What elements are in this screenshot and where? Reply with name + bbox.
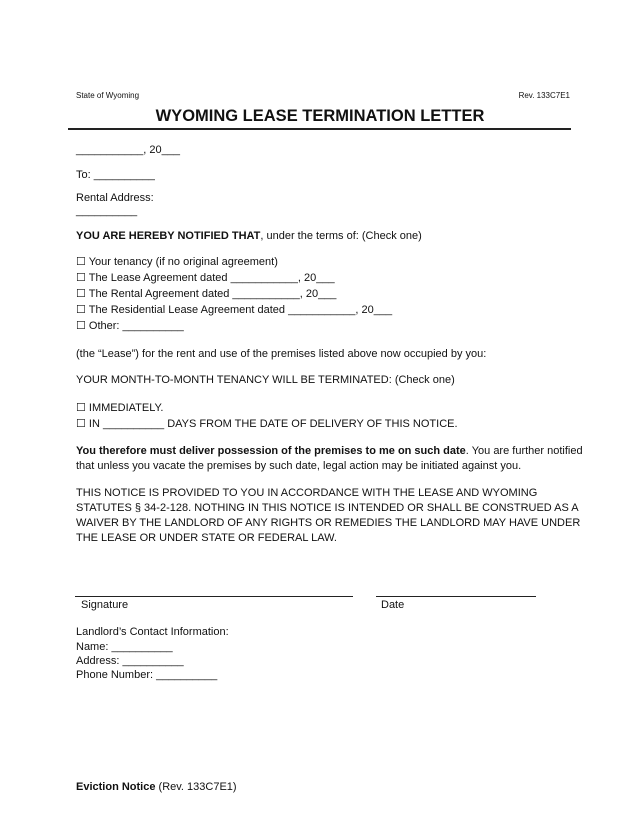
date-field[interactable]: ___________, 20___ <box>76 144 180 156</box>
rental-address-label: Rental Address: <box>76 192 154 204</box>
possession-bold: You therefore must deliver possession of the premises to me on such date <box>76 445 466 457</box>
notice-statement <box>76 229 422 243</box>
legal-line-4: THE LEASE OR UNDER STATE OR FEDERAL LAW. <box>76 532 337 544</box>
signature-label: Signature <box>81 599 129 611</box>
legal-line-2: STATUTES § 34-2-128. NOTHING IN THIS NOTICE IS INTENDED OR SHALL BE CONSTRUED AS A <box>76 502 579 514</box>
termination-heading: YOUR MONTH-TO-MONTH TENANCY WILL BE TERMINATED: (Check one) <box>76 374 455 386</box>
notice-rest: , under the terms of: (Check one) <box>260 230 422 242</box>
contact-phone-field[interactable]: Phone Number: __________ <box>76 669 218 681</box>
contact-name-field[interactable]: Name: __________ <box>76 641 173 653</box>
title-divider <box>68 128 571 130</box>
footer-rest: (Rev. 133C7E1) <box>155 781 237 793</box>
option-days[interactable]: ☐ IN __________ DAYS FROM THE DATE OF DELIVERY OF THIS NOTICE. <box>76 418 458 430</box>
option-other[interactable]: ☐ Other: __________ <box>76 320 184 332</box>
option-rental-agreement[interactable]: ☐ The Rental Agreement dated ___________, 20___ <box>76 288 337 300</box>
legal-line-3: WAIVER BY THE LANDLORD OF ANY RIGHTS OR REMEDIES THE LANDLORD MAY HAVE UNDER <box>76 517 581 529</box>
legal-line-1: THIS NOTICE IS PROVIDED TO YOU IN ACCORDANCE WITH THE LEASE AND WYOMING <box>76 487 538 499</box>
revision-label: Rev. 133C7E1 <box>518 91 570 100</box>
footer <box>76 780 237 794</box>
possession-line-1 <box>76 444 583 458</box>
option-lease-agreement[interactable]: ☐ The Lease Agreement dated ___________, 20___ <box>76 272 335 284</box>
page-title: WYOMING LEASE TERMINATION LETTER <box>155 107 485 125</box>
signature-line[interactable] <box>75 596 353 597</box>
state-label: State of Wyoming <box>76 91 140 100</box>
option-residential-lease[interactable]: ☐ The Residential Lease Agreement dated ___________, 20___ <box>76 304 393 316</box>
notice-bold: YOU ARE HEREBY NOTIFIED THAT <box>76 230 261 242</box>
lease-description: (the “Lease”) for the rent and use of the premises listed above now occupied by you: <box>76 348 487 360</box>
possession-line-2: that unless you vacate the premises by such date, legal action may be initiated against you. <box>76 460 522 472</box>
contact-heading: Landlord’s Contact Information: <box>76 626 229 638</box>
contact-address-field[interactable]: Address: __________ <box>76 655 184 667</box>
rental-address-field[interactable]: __________ <box>76 205 138 217</box>
footer-bold: Eviction Notice <box>76 781 156 793</box>
date-label: Date <box>381 599 405 611</box>
option-immediately[interactable]: ☐ IMMEDIATELY. <box>76 402 164 414</box>
date-line[interactable] <box>376 596 536 597</box>
option-tenancy[interactable]: ☐ Your tenancy (if no original agreement) <box>76 256 278 268</box>
to-field[interactable]: To: __________ <box>76 169 155 181</box>
possession-rest: . You are further notified <box>465 445 583 457</box>
